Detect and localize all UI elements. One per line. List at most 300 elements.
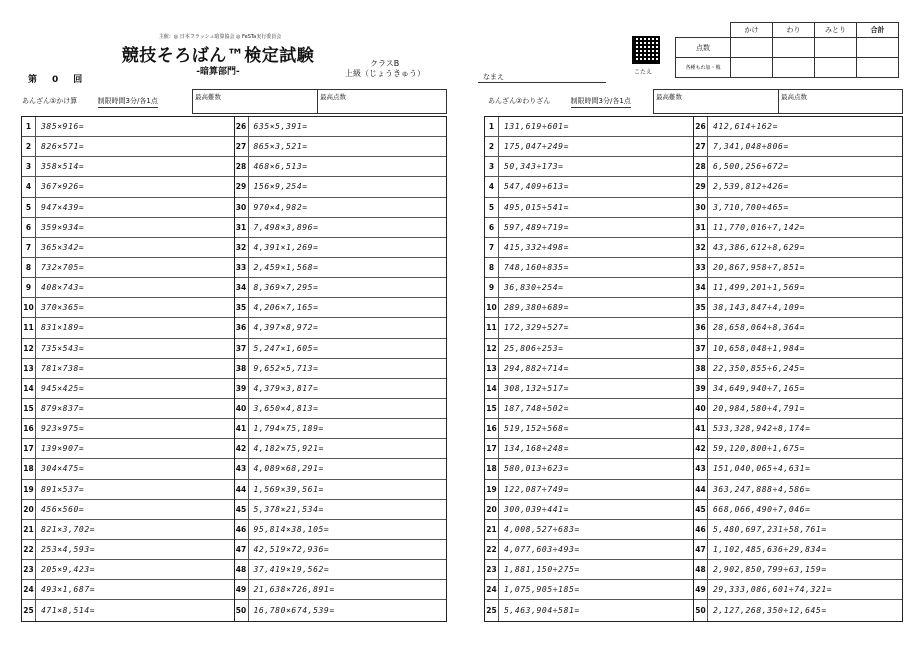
problem-text: 36,830÷254= — [504, 283, 564, 293]
problem-text: 3,650×4,813= — [253, 404, 319, 414]
problem-number: 38 — [694, 359, 708, 378]
problem-number: 2 — [22, 137, 36, 156]
problem-row[interactable] — [235, 560, 447, 580]
problem-text: 139×907= — [41, 444, 85, 454]
problem-row[interactable] — [235, 379, 447, 399]
problem-text: 2,902,850,799÷63,159= — [713, 565, 827, 575]
problem-number: 14 — [485, 379, 499, 398]
problem-text: 20,867,958÷7,851= — [713, 263, 806, 273]
problem-number: 3 — [22, 157, 36, 176]
problem-text: 4,182×75,921= — [253, 444, 324, 454]
problem-row[interactable] — [22, 379, 234, 399]
problem-row[interactable] — [235, 137, 447, 157]
problem-row[interactable] — [694, 580, 902, 600]
problem-text: 580,013÷623= — [504, 464, 569, 474]
right-mode-row — [488, 96, 631, 108]
problem-text: 289,380÷689= — [504, 303, 569, 313]
problem-row[interactable] — [22, 459, 234, 479]
problem-number: 39 — [694, 379, 708, 398]
problem-number: 13 — [485, 359, 499, 378]
problem-row[interactable] — [235, 580, 447, 600]
score-header-mitori: みとり — [815, 23, 857, 38]
left-best-a-box: 最高難数 — [192, 89, 318, 114]
problem-text: 4,008,527÷683= — [504, 524, 580, 534]
problem-text: 748,160÷835= — [504, 263, 569, 273]
problem-number: 8 — [485, 258, 499, 277]
problem-text: 365×342= — [41, 242, 85, 252]
problem-row[interactable] — [235, 278, 447, 298]
problem-text: 826×571= — [41, 142, 85, 152]
problem-row[interactable] — [694, 278, 902, 298]
problem-text: 4,379×3,817= — [253, 383, 319, 393]
problem-number: 5 — [485, 198, 499, 217]
problem-row[interactable] — [485, 117, 693, 137]
problem-row[interactable] — [235, 258, 447, 278]
problem-text: 304×475= — [41, 464, 85, 474]
problem-row[interactable] — [22, 600, 234, 620]
problem-row[interactable] — [694, 218, 902, 238]
problem-number: 38 — [235, 359, 249, 378]
problem-row[interactable] — [694, 177, 902, 197]
problem-number: 16 — [22, 419, 36, 438]
problem-row[interactable] — [22, 137, 234, 157]
problem-number: 48 — [694, 560, 708, 579]
problem-row[interactable] — [694, 198, 902, 218]
problem-number: 17 — [22, 439, 36, 458]
problem-row[interactable] — [694, 137, 902, 157]
score-cell[interactable] — [731, 58, 773, 78]
problem-number: 13 — [22, 359, 36, 378]
right-problem-sheet — [484, 116, 903, 622]
problem-text: 8,369×7,295= — [253, 283, 319, 293]
score-cell[interactable] — [773, 38, 815, 58]
problem-row[interactable] — [485, 600, 693, 620]
problem-text: 412,614÷162= — [713, 122, 778, 132]
problem-text: 408×743= — [41, 283, 85, 293]
problem-row[interactable] — [22, 278, 234, 298]
problem-row[interactable] — [485, 238, 693, 258]
problem-row[interactable] — [235, 218, 447, 238]
problem-row[interactable] — [235, 198, 447, 218]
problem-text: 359×934= — [41, 222, 85, 232]
problem-number: 32 — [235, 238, 249, 257]
problem-number: 11 — [22, 318, 36, 337]
problem-text: 50,343÷173= — [504, 162, 564, 172]
problem-row[interactable] — [694, 157, 902, 177]
problem-text: 131,619÷601= — [504, 122, 569, 132]
problem-number: 25 — [22, 600, 36, 620]
problem-text: 59,120,800÷1,675= — [713, 444, 806, 454]
problem-text: 11,770,016÷7,142= — [713, 222, 806, 232]
problem-row[interactable] — [485, 278, 693, 298]
right-mode-label: あんざん②わりざん — [488, 97, 551, 105]
problem-number: 31 — [235, 218, 249, 237]
problem-text: 970×4,982= — [253, 202, 308, 212]
problem-text: 21,638×726,891= — [253, 585, 335, 595]
problem-text: 1,794×75,189= — [253, 424, 324, 434]
right-best-b-box: 最高点数 — [779, 89, 903, 114]
problem-text: 597,489÷719= — [504, 222, 569, 232]
problem-row[interactable] — [485, 339, 693, 359]
problem-row[interactable] — [22, 540, 234, 560]
problem-number: 27 — [694, 137, 708, 156]
problem-row[interactable] — [235, 500, 447, 520]
problem-row[interactable] — [485, 540, 693, 560]
problem-row[interactable] — [235, 480, 447, 500]
problem-number: 47 — [235, 540, 249, 559]
problem-number: 15 — [22, 399, 36, 418]
problem-text: 6,500,256÷672= — [713, 162, 789, 172]
score-cell[interactable] — [815, 58, 857, 78]
problem-number: 17 — [485, 439, 499, 458]
problem-row[interactable] — [22, 238, 234, 258]
problem-row[interactable] — [22, 439, 234, 459]
problem-row[interactable] — [485, 177, 693, 197]
problem-number: 33 — [694, 258, 708, 277]
problem-row[interactable] — [22, 359, 234, 379]
problem-number: 50 — [694, 600, 708, 620]
problem-text: 156×9,254= — [253, 182, 308, 192]
problem-row[interactable] — [485, 399, 693, 419]
problem-row[interactable] — [485, 298, 693, 318]
problem-text: 172,329÷527= — [504, 323, 569, 333]
problem-row[interactable] — [235, 177, 447, 197]
problem-number: 30 — [694, 198, 708, 217]
problem-row[interactable] — [22, 580, 234, 600]
problem-number: 29 — [235, 177, 249, 196]
right-col-1 — [485, 117, 694, 621]
problem-text: 4,206×7,165= — [253, 303, 319, 313]
left-mode-row — [22, 96, 158, 108]
problem-text: 891×537= — [41, 484, 85, 494]
problem-row[interactable] — [694, 298, 902, 318]
problem-text: 37,419×19,562= — [253, 565, 330, 575]
problem-row[interactable] — [694, 117, 902, 137]
problem-number: 24 — [485, 580, 499, 599]
problem-row[interactable] — [22, 419, 234, 439]
problem-row[interactable] — [485, 218, 693, 238]
problem-row[interactable] — [485, 520, 693, 540]
problem-row[interactable] — [485, 137, 693, 157]
score-cell[interactable] — [773, 58, 815, 78]
problem-number: 33 — [235, 258, 249, 277]
left-col-1 — [22, 117, 235, 621]
left-col-2 — [235, 117, 447, 621]
score-header-kake: かけ — [731, 23, 773, 38]
answer-label: こたえ — [634, 69, 653, 76]
problem-text: 22,350,855÷6,245= — [713, 363, 806, 373]
problem-row[interactable] — [235, 157, 447, 177]
problem-row[interactable] — [485, 580, 693, 600]
problem-number: 12 — [485, 339, 499, 358]
problem-row[interactable] — [694, 359, 902, 379]
problem-row[interactable] — [694, 439, 902, 459]
problem-row[interactable] — [235, 359, 447, 379]
problem-row[interactable] — [485, 439, 693, 459]
problem-text: 28,658,064÷8,364= — [713, 323, 806, 333]
problem-number: 20 — [22, 500, 36, 519]
problem-text: 25,806÷253= — [504, 343, 564, 353]
problem-row[interactable] — [235, 339, 447, 359]
problem-row[interactable] — [235, 439, 447, 459]
problem-number: 8 — [22, 258, 36, 277]
problem-row[interactable] — [694, 500, 902, 520]
sponsor-line: 主催：◎ 日本フラッシュ暗算協会 ◎ FeSTa実行委員会 — [158, 34, 282, 40]
problem-row[interactable] — [22, 258, 234, 278]
problem-row[interactable] — [22, 198, 234, 218]
problem-row[interactable] — [22, 520, 234, 540]
problem-number: 1 — [22, 117, 36, 136]
problem-text: 831×189= — [41, 323, 85, 333]
problem-number: 10 — [485, 298, 499, 317]
problem-number: 11 — [485, 318, 499, 337]
grade-label: 上級（じょうきゅう） — [345, 69, 425, 78]
problem-row[interactable] — [22, 480, 234, 500]
problem-row[interactable] — [485, 359, 693, 379]
problem-number: 22 — [485, 540, 499, 559]
problem-text: 456×560= — [41, 504, 85, 514]
problem-number: 23 — [485, 560, 499, 579]
problem-number: 39 — [235, 379, 249, 398]
left-mode-label: あんざん①かけ算 — [22, 97, 78, 105]
problem-text: 10,658,048÷1,984= — [713, 343, 806, 353]
problem-text: 415,332÷498= — [504, 242, 569, 252]
problem-number: 18 — [22, 459, 36, 478]
problem-number: 34 — [694, 278, 708, 297]
problem-text: 821×3,702= — [41, 524, 96, 534]
problem-row[interactable] — [694, 339, 902, 359]
problem-text: 43,386,612÷8,629= — [713, 242, 806, 252]
page-subtitle: -暗算部門- — [196, 67, 240, 77]
problem-text: 20,984,580÷4,791= — [713, 404, 806, 414]
problem-text: 495,015÷541= — [504, 202, 569, 212]
problem-text: 4,089×68,291= — [253, 464, 324, 474]
problem-text: 294,882÷714= — [504, 363, 569, 373]
problem-number: 28 — [694, 157, 708, 176]
problem-number: 30 — [235, 198, 249, 217]
problem-number: 46 — [694, 520, 708, 539]
score-cell[interactable] — [731, 38, 773, 58]
problem-text: 1,881,150÷275= — [504, 565, 580, 575]
problem-row[interactable] — [22, 177, 234, 197]
problem-text: 3,710,700÷465= — [713, 202, 789, 212]
problem-number: 7 — [485, 238, 499, 257]
problem-number: 49 — [235, 580, 249, 599]
problem-row[interactable] — [235, 298, 447, 318]
problem-number: 48 — [235, 560, 249, 579]
problem-text: 635×5,391= — [253, 122, 308, 132]
problem-row[interactable] — [694, 480, 902, 500]
score-row-points: 点数 — [676, 38, 731, 58]
problem-row[interactable] — [235, 459, 447, 479]
session-suffix: 回 — [73, 75, 83, 85]
problem-row[interactable] — [485, 379, 693, 399]
problem-text: 122,087÷749= — [504, 484, 569, 494]
problem-number: 19 — [485, 480, 499, 499]
problem-text: 2,459×1,568= — [253, 263, 319, 273]
problem-number: 36 — [235, 318, 249, 337]
problem-number: 45 — [235, 500, 249, 519]
problem-text: 300,039÷441= — [504, 504, 569, 514]
problem-text: 4,397×8,972= — [253, 323, 319, 333]
problem-row[interactable] — [694, 520, 902, 540]
problem-text: 16,780×674,539= — [253, 605, 335, 615]
problem-row[interactable] — [235, 238, 447, 258]
problem-number: 35 — [694, 298, 708, 317]
problem-number: 5 — [22, 198, 36, 217]
problem-text: 363,247,888÷4,586= — [713, 484, 811, 494]
problem-number: 41 — [235, 419, 249, 438]
problem-number: 27 — [235, 137, 249, 156]
problem-text: 175,047÷249= — [504, 142, 569, 152]
problem-row[interactable] — [485, 560, 693, 580]
problem-row[interactable] — [485, 258, 693, 278]
problem-number: 24 — [22, 580, 36, 599]
problem-row[interactable] — [235, 399, 447, 419]
problem-number: 42 — [694, 439, 708, 458]
problem-text: 2,127,268,350÷12,645= — [713, 605, 827, 615]
problem-row[interactable] — [22, 218, 234, 238]
problem-text: 5,463,904÷581= — [504, 605, 580, 615]
problem-number: 18 — [485, 459, 499, 478]
score-cell[interactable] — [857, 38, 899, 58]
problem-number: 7 — [22, 238, 36, 257]
problem-row[interactable] — [694, 600, 902, 620]
problem-row[interactable] — [235, 419, 447, 439]
problem-text: 11,499,201÷1,569= — [713, 283, 806, 293]
problem-number: 19 — [22, 480, 36, 499]
problem-row[interactable] — [485, 459, 693, 479]
score-cell[interactable] — [857, 58, 899, 78]
problem-row[interactable] — [22, 318, 234, 338]
problem-number: 26 — [694, 117, 708, 136]
problem-row[interactable] — [235, 540, 447, 560]
problem-number: 44 — [694, 480, 708, 499]
session-value: 0 — [52, 75, 59, 85]
problem-number: 46 — [235, 520, 249, 539]
problem-row[interactable] — [694, 419, 902, 439]
right-time-limit: 制限時間3分/各1点 — [571, 96, 631, 108]
problem-number: 47 — [694, 540, 708, 559]
problem-number: 16 — [485, 419, 499, 438]
problem-text: 865×3,521= — [253, 142, 308, 152]
problem-number: 49 — [694, 580, 708, 599]
class-label: クラスB — [370, 59, 400, 68]
problem-number: 23 — [22, 560, 36, 579]
problem-text: 134,168÷248= — [504, 444, 569, 454]
problem-number: 2 — [485, 137, 499, 156]
problem-text: 385×916= — [41, 122, 85, 132]
problem-number: 4 — [485, 177, 499, 196]
problem-number: 10 — [22, 298, 36, 317]
problem-text: 732×705= — [41, 263, 85, 273]
problem-text: 9,652×5,713= — [253, 363, 319, 373]
problem-text: 519,152÷568= — [504, 424, 569, 434]
problem-text: 205×9,423= — [41, 565, 96, 575]
problem-number: 29 — [694, 177, 708, 196]
name-label: なまえ — [483, 73, 504, 81]
problem-text: 668,066,490÷7,046= — [713, 504, 811, 514]
problem-row[interactable] — [22, 399, 234, 419]
problem-row[interactable] — [235, 318, 447, 338]
problem-row[interactable] — [485, 157, 693, 177]
problem-text: 5,378×21,534= — [253, 504, 324, 514]
problem-number: 20 — [485, 500, 499, 519]
problem-number: 45 — [694, 500, 708, 519]
problem-row[interactable] — [694, 540, 902, 560]
problem-row[interactable] — [485, 318, 693, 338]
problem-number: 9 — [22, 278, 36, 297]
problem-text: 187,748÷502= — [504, 404, 569, 414]
problem-text: 547,409÷613= — [504, 182, 569, 192]
problem-number: 6 — [22, 218, 36, 237]
left-time-limit: 制限時間3分/各1点 — [98, 96, 158, 108]
problem-text: 4,391×1,269= — [253, 242, 319, 252]
problem-row[interactable] — [694, 379, 902, 399]
problem-row[interactable] — [694, 459, 902, 479]
problem-row[interactable] — [694, 318, 902, 338]
problem-text: 781×738= — [41, 363, 85, 373]
name-field[interactable] — [478, 82, 606, 83]
problem-number: 28 — [235, 157, 249, 176]
problem-number: 31 — [694, 218, 708, 237]
problem-row[interactable] — [485, 198, 693, 218]
score-cell[interactable] — [815, 38, 857, 58]
problem-row[interactable] — [22, 298, 234, 318]
problem-text: 308,132÷517= — [504, 383, 569, 393]
problem-text: 468×6,513= — [253, 162, 308, 172]
problem-text: 533,328,942÷8,174= — [713, 424, 811, 434]
problem-number: 37 — [694, 339, 708, 358]
score-table — [675, 22, 899, 78]
problem-row[interactable] — [485, 500, 693, 520]
problem-text: 42,519×72,936= — [253, 545, 330, 555]
problem-row[interactable] — [694, 399, 902, 419]
problem-row[interactable] — [694, 560, 902, 580]
problem-text: 2,539,812÷426= — [713, 182, 789, 192]
problem-number: 21 — [485, 520, 499, 539]
problem-text: 5,480,697,231÷58,761= — [713, 524, 827, 534]
problem-number: 35 — [235, 298, 249, 317]
left-problem-sheet — [21, 116, 447, 622]
problem-number: 22 — [22, 540, 36, 559]
right-best-a-box: 最高難数 — [653, 89, 779, 114]
problem-row[interactable] — [485, 480, 693, 500]
problem-text: 7,341,048÷806= — [713, 142, 789, 152]
problem-row[interactable] — [22, 157, 234, 177]
problem-row[interactable] — [694, 238, 902, 258]
problem-number: 36 — [694, 318, 708, 337]
problem-row[interactable] — [235, 520, 447, 540]
problem-row[interactable] — [694, 258, 902, 278]
problem-row[interactable] — [22, 500, 234, 520]
problem-text: 945×425= — [41, 383, 85, 393]
problem-number: 44 — [235, 480, 249, 499]
problem-row[interactable] — [235, 600, 447, 620]
problem-row[interactable] — [22, 117, 234, 137]
problem-number: 4 — [22, 177, 36, 196]
problem-number: 42 — [235, 439, 249, 458]
problem-row[interactable] — [485, 419, 693, 439]
problem-row[interactable] — [22, 339, 234, 359]
problem-row[interactable] — [22, 560, 234, 580]
problem-text: 5,247×1,605= — [253, 343, 319, 353]
problem-row[interactable] — [235, 117, 447, 137]
problem-number: 9 — [485, 278, 499, 297]
problem-number: 37 — [235, 339, 249, 358]
problem-number: 12 — [22, 339, 36, 358]
problem-number: 21 — [22, 520, 36, 539]
